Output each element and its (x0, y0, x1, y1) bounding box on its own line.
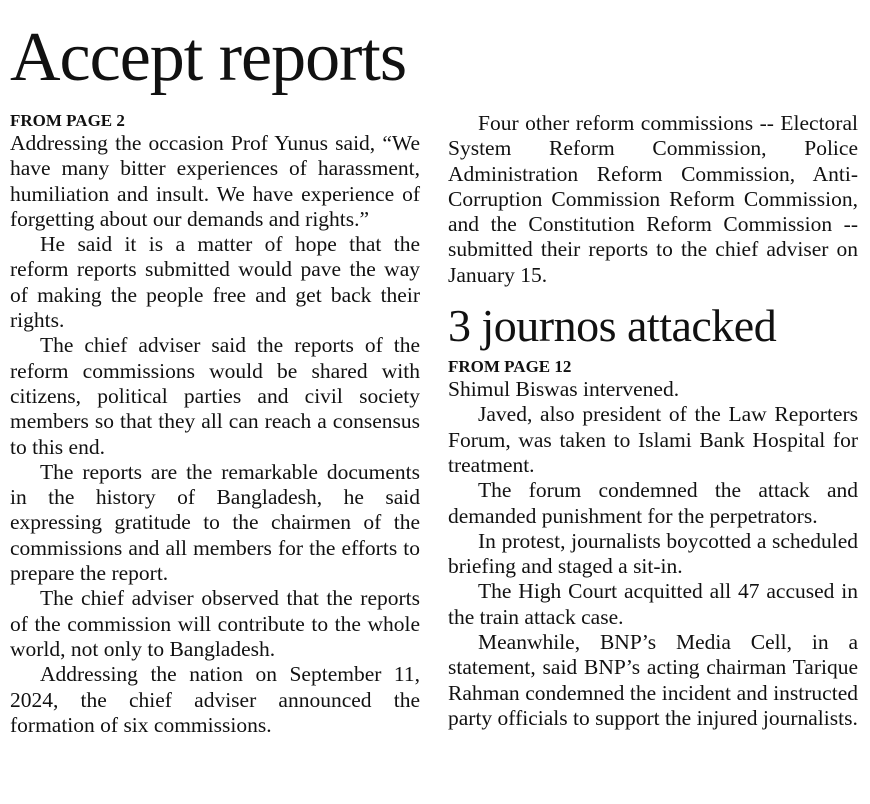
story2-paragraph-1: Shimul Biswas intervened. (448, 377, 680, 402)
story2-paragraph-6: Meanwhile, BNP’s Media Cell, in a statement, said BNP’s acting chairman Tarique Rahman condemned the incident and instructed party officials to support the injured journalists. (448, 630, 858, 730)
story1-dateline: FROM PAGE 2 (10, 111, 125, 130)
story1-paragraph-6: Addressing the nation on September 11, 2024, the chief adviser announced the formation of six commissions. (10, 662, 420, 737)
story1-paragraph-4: The reports are the remarkable documents in the history of Bangladesh, he said expressing gratitude to the chairmen of the commissions and all members for the efforts to prepare the report. (10, 459, 420, 586)
story1-paragraph-7: Four other reform commissions -- Electoral System Reform Commission, Police Administration Reform Commission, Anti-Corruption Commission Reform Commission, and the Constitution Reform Commission -- submitted their reports to the chief adviser on January 15. (448, 111, 858, 287)
story2-dateline: FROM PAGE 12 (448, 357, 572, 377)
story2-headline: 3 journos attacked (448, 300, 777, 352)
story1-paragraph-2: He said it is a matter of hope that the reform reports submitted would pave the way of making the people free and get back their rights. (10, 232, 420, 333)
story1-paragraph-5: The chief adviser observed that the reports of the commission will contribute to the whole world, not only to Bangladesh. (10, 586, 420, 661)
story2-paragraph-2: Javed, also president of the Law Reporters Forum, was taken to Islami Bank Hospital for treatment. (448, 402, 858, 477)
story1-paragraph-3: The chief adviser said the reports of the reform commissions would be shared with citizens, political parties and civil society members so that they all can reach a consensus to this end. (10, 333, 420, 459)
story1-paragraph-1: Addressing the occasion Prof Yunus said, “We have many bitter experiences of harassment, humiliation and insult. We have experience of forgetting about our demands and rights.” (10, 131, 420, 231)
left-column (10, 111, 420, 738)
story1-headline: Accept reports (10, 19, 407, 96)
right-column (448, 111, 858, 731)
story2-paragraph-4: In protest, journalists boycotted a scheduled briefing and staged a sit-in. (448, 528, 858, 579)
story2-paragraph-3: The forum condemned the attack and demanded punishment for the perpetrators. (448, 478, 858, 528)
story2-paragraph-5: The High Court acquitted all 47 accused in the train attack case. (448, 579, 858, 629)
